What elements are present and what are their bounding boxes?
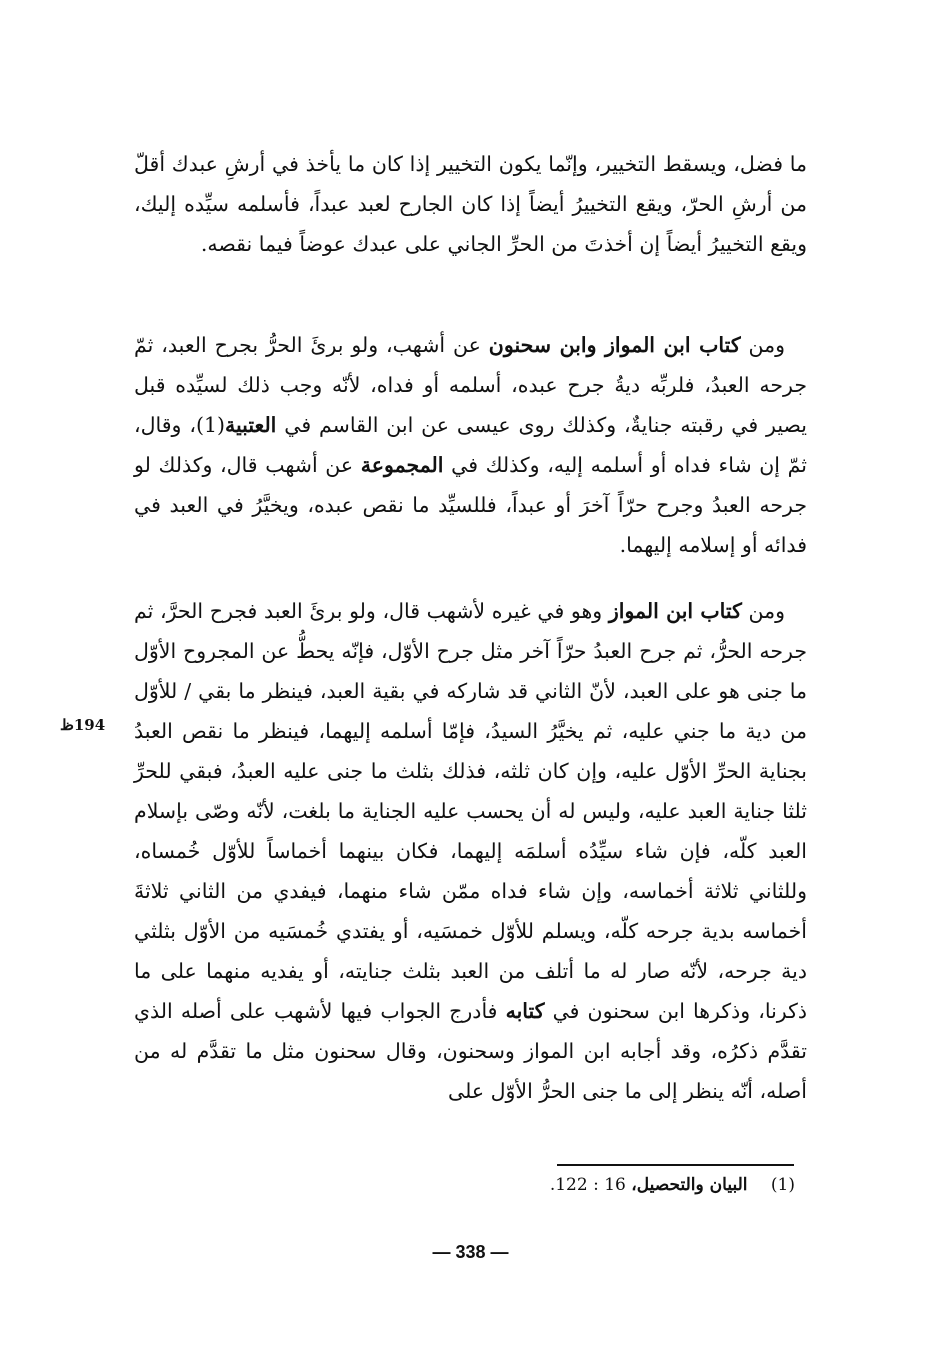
footnote: [460, 1173, 795, 1197]
footnote-number: (1): [770, 1175, 795, 1195]
footnote-reference: (1): [195, 413, 225, 437]
book-title: كتابه: [505, 999, 545, 1023]
paragraph-text: ما فضل، ويسقط التخيير، وإنّما يكون التخيير إذا كان ما يأخذ في أرشِ عبدك أقلّ من أرشِ الحرّ، ويقع التخييرُ أيضاً إذا كان الجارح لعبد عبداً، فأسلمه سيِّده إليك، ويقع التخييرُ أيضاً إن أخذتَ من الحرِّ الجاني على عبدك عوضاً فيما نقصه.: [134, 152, 807, 256]
paragraph-intro: ومن: [740, 333, 786, 357]
paragraph-text: عن أشهب قال، وكذلك لو جرحه العبدُ وجرح حرّاً آخرَ أو عبداً، فللسيِّد ما نقص عبده، ويخيَّرُ في العبد في فدائه أو إسلامه إليهما.: [134, 453, 807, 557]
paragraph-intro: ومن: [741, 599, 785, 623]
body-paragraph-3: [134, 591, 807, 1111]
body-paragraph-2: [134, 325, 807, 565]
paragraph-text: وهو في غيره لأشهب قال، ولو برئَ العبد فجرح الحرَّ، ثم جرحه الحرُّ، ثم جرح العبدُ حرّاً آخر مثل جرح الأوّل، فإنّه يحطُّ عن المجروح الأوّل ما جنى هو على العبد، لأنّ الثاني قد شاركه في بقية العبد، فينظر ما بقي / للأوّل من دية ما جني عليه، ثم يخيَّرُ السيدُ، فإمّا أسلمه إليهما، فينظر ما نقص العبدُ بجناية الحرِّ الأوّل عليه، وإن كان ثلثه، فذلك بثلث ما جنى عليه العبدُ، فبقي للحرِّ ثلثا جناية العبد عليه، وليس له أن يحسب عليه الجناية ما بلغت، لأنّه وصّى بإسلام العبد كلّه، فإن شاء سيِّدُه أسلمَه إليهما، فكان بينهما أخماساً للأوّل خُمساه، وللثاني ثلاثة أخماسه، وإن شاء فداه ممّن شاء منهما، فيفدي من الثاني ثلاثةَ أخماسه بدية جرحه كلّه، ويسلم للأوّل خمسَيه، أو يفتدي خُمسَيه من الأوّل بثلثي دية جرحه، لأنّه صار له ما أتلف من العبد بثلث جنايته، أو يفديه منهما على ما ذكرنا، وذكرها ابن سحنون في: [134, 599, 808, 1023]
page-number: — 338 —: [432, 1242, 509, 1262]
paragraph-text: ، وقال، ثمّ إن شاء فداه أو أسلمه إليه، وكذلك في: [134, 413, 807, 477]
footnote-divider: [557, 1164, 794, 1166]
footnote-ref: 16 : 122.: [549, 1175, 626, 1195]
book-title: كتاب ابن المواز وابن سحنون: [488, 333, 741, 357]
book-title: العتبية: [225, 413, 277, 437]
body-paragraph-1: [134, 144, 807, 264]
paragraph-text: فأدرج الجواب فيها لأشهب على أصله الذي تقدَّم ذكرُه، وقد أجابه ابن المواز وسحنون، وقال سحنون مثل ما تقدَّم له من أصله، أنّه ينظر إلى ما جنى الحرُّ الأوّل على: [134, 999, 807, 1103]
manuscript-folio-note: 194ظ: [60, 716, 106, 734]
book-title: المجموعة: [360, 453, 444, 477]
book-title: كتاب ابن المواز: [608, 599, 742, 623]
footnote-source: البيان والتحصيل،: [631, 1175, 748, 1195]
paragraph-text: عن أشهب، ولو برئَ الحرُّ بجرح العبد، ثمّ جرحه العبدُ، فلربِّه ديةُ جرح عبده، أسلمه أو فداه، لأنّه وجب ذلك لسيِّده قبل يصير في رقبته جنايةٌ، وكذلك روى عيسى عن ابن القاسم في: [134, 333, 807, 437]
